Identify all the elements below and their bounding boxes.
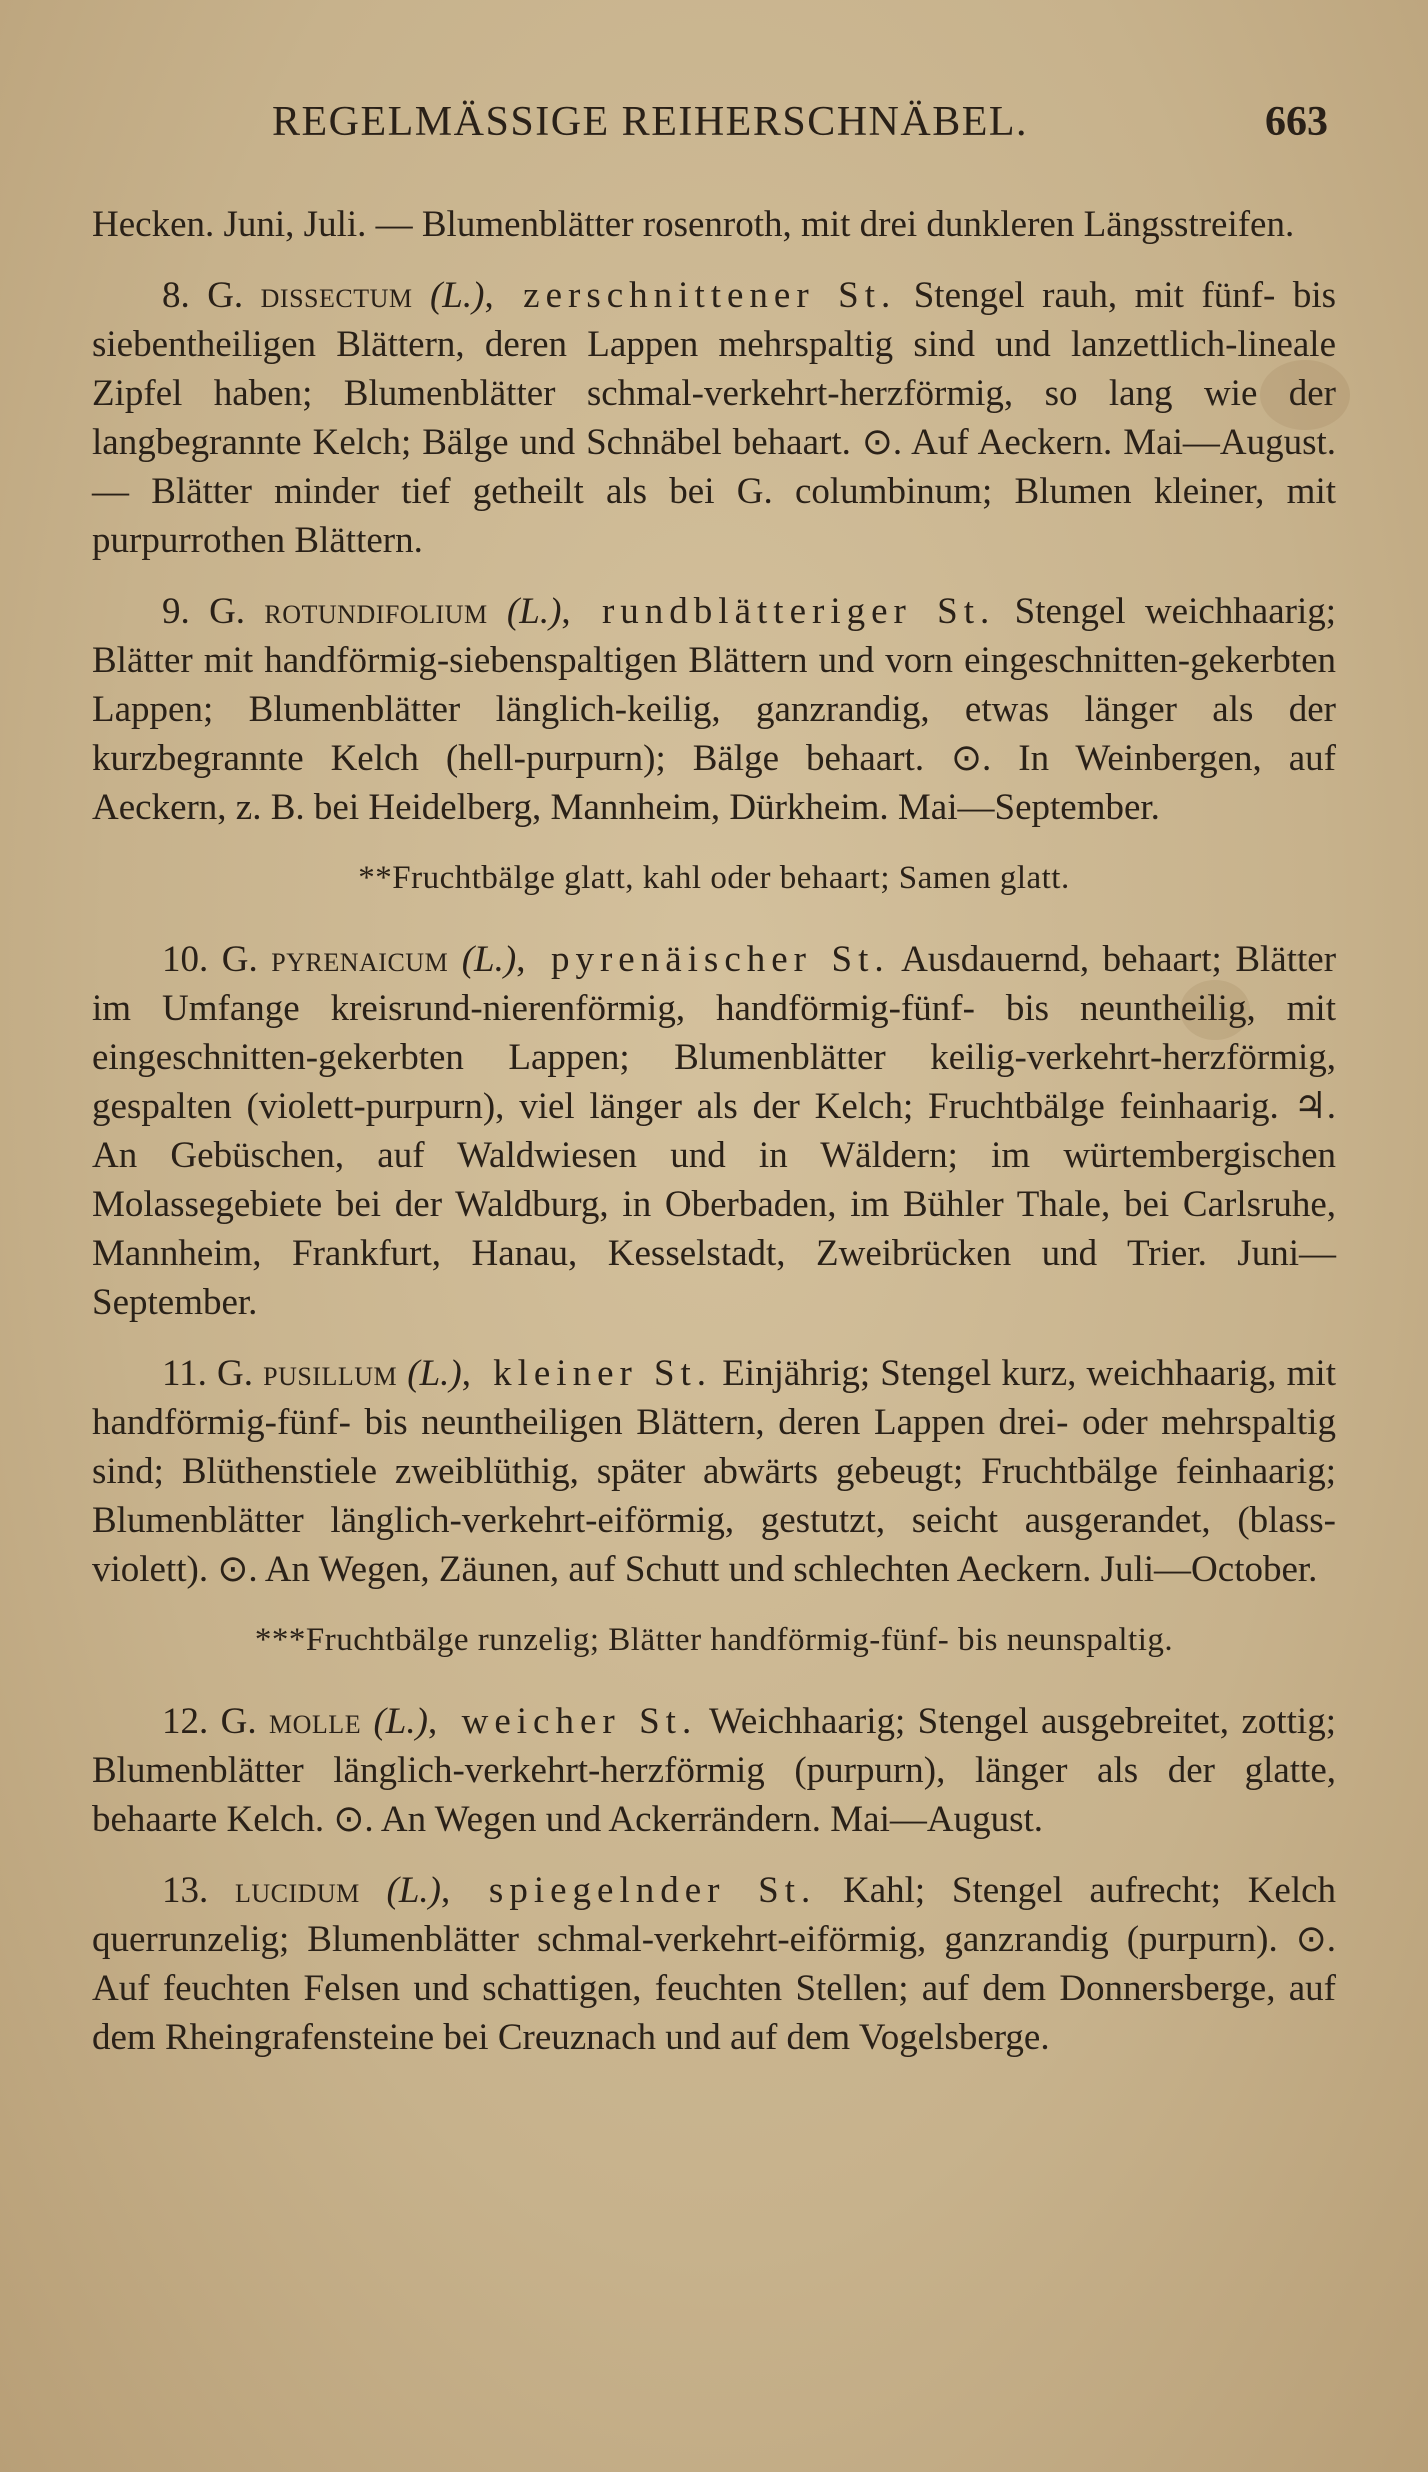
species-epithet: rotundifolium [264, 591, 488, 632]
author-citation: (L.) [407, 1353, 462, 1394]
page-header [92, 98, 1328, 158]
entry-description: Stengel rauh, mit fünf- bis siebentheiligen Blättern, deren Lappen mehrspaltig sind und lanzettlich-lineale Zipfel haben; Blumenblätter schmal-verkehrt-herzförmig, so lang wie der langbegrannte Kelch; Bälge und Schnäbel behaart. ⊙. Auf Aeckern. Mai—August. — Blätter minder tief getheilt als bei G. columbinum; Blumen kleiner, mit purpurrothen Blättern. [92, 275, 1337, 561]
running-head: REGELMÄSSIGE REIHERSCHNÄBEL. [272, 99, 1029, 145]
common-name: , kleiner St. [461, 1353, 713, 1394]
species-entry-8 [92, 271, 1336, 565]
entry-number: 11. G. [162, 1353, 253, 1394]
species-entry-11 [92, 1349, 1336, 1594]
species-entry-13 [92, 1866, 1336, 2062]
entry-description: Kahl; Stengel aufrecht; Kelch querrunzelig; Blumenblätter schmal-verkehrt-eiförmig, ganzrandig (purpurn). ⊙. Auf feuchten Felsen und schattigen, feuchten Stellen; auf dem Donnersberge, auf dem Rheingrafensteine bei Creuznach und auf dem Vogelsberge. [92, 1870, 1337, 2058]
entry-number: 9. G. [162, 591, 246, 632]
entry-number: 10. G. [162, 939, 258, 980]
common-name: , zerschnittener St. [484, 275, 897, 316]
common-name: , weicher St. [427, 1701, 698, 1742]
paragraph-continuation: Hecken. Juni, Juli. — Blumenblätter rosenroth, mit drei dunkleren Längsstreifen. [92, 204, 1295, 245]
species-entry-9 [92, 587, 1336, 832]
species-epithet: molle [269, 1701, 362, 1742]
body-text [92, 200, 1336, 2084]
section-subheading: ***Fruchtbälge runzelig; Blätter handförmig-fünf- bis neunspaltig. [254, 1622, 1174, 1658]
entry-number: 13. [162, 1870, 209, 1911]
entry-number: 12. G. [162, 1701, 257, 1742]
author-citation: (L.) [506, 591, 562, 632]
entry-description: Stengel weichhaarig; Blätter mit handförmig-siebenspaltigen Blättern und vorn eingeschnitten-gekerbten Lappen; Blumenblätter länglich-keilig, ganzrandig, etwas länger als der kurzbegrannte Kelch (hell-purpurn); Bälge behaart. ⊙. In Weinbergen, auf Aeckern, z. B. bei Heidelberg, Mannheim, Dürkheim. Mai—September. [92, 591, 1337, 828]
species-epithet: pusillum [263, 1353, 398, 1394]
author-citation: (L.) [429, 275, 485, 316]
entry-description: Einjährig; Stengel kurz, weichhaarig, mit handförmig-fünf- bis neuntheiligen Blättern, deren Lappen drei- oder mehrspaltig sind; Blüthenstiele zweiblüthig, später abwärts gebeugt; Fruchtbälge feinhaarig; Blumenblätter länglich-verkehrt-eiförmig, gestutzt, seicht ausgerandet, (blass-violett). ⊙. An Wegen, Zäunen, auf Schutt und schlechten Aeckern. Juli—October. [92, 1353, 1336, 1590]
entry-number: 8. G. [162, 275, 244, 316]
section-subheading: **Fruchtbälge glatt, kahl oder behaart; Samen glatt. [358, 860, 1070, 896]
species-entry-10 [92, 935, 1336, 1327]
common-name: , spiegelnder St. [440, 1870, 817, 1911]
author-citation: (L.) [373, 1701, 428, 1742]
species-entry-12 [92, 1697, 1336, 1844]
species-epithet: pyrenaicum [271, 939, 449, 980]
common-name: , pyrenäischer St. [516, 939, 890, 980]
species-epithet: lucidum [234, 1870, 360, 1911]
common-name: , rundblätteriger St. [561, 591, 996, 632]
author-citation: (L.) [386, 1870, 441, 1911]
species-epithet: dissectum [260, 275, 413, 316]
author-citation: (L.) [461, 939, 517, 980]
page-number: 663 [1265, 99, 1328, 145]
entry-description: Ausdauernd, behaart; Blätter im Umfange kreisrund-nierenförmig, handförmig-fünf- bis neuntheilig, mit eingeschnitten-gekerbten Lappen; Blumenblätter keilig-verkehrt-herzförmig, gespalten (violett-purpurn), viel länger als der Kelch; Fruchtbälge feinhaarig. ♃. An Gebüschen, auf Waldwiesen und in Wäldern; im würtembergischen Molassegebiete bei der Waldburg, in Oberbaden, im Bühler Thale, bei Carlsruhe, Mannheim, Frankfurt, Hanau, Kesselstadt, Zweibrücken und Trier. Juni—September. [92, 939, 1337, 1323]
entry-description: Weichhaarig; Stengel ausgebreitet, zottig; Blumenblätter länglich-verkehrt-herzförmig (purpurn), länger als der glatte, behaarte Kelch. ⊙. An Wegen und Ackerrändern. Mai—August. [92, 1701, 1336, 1840]
